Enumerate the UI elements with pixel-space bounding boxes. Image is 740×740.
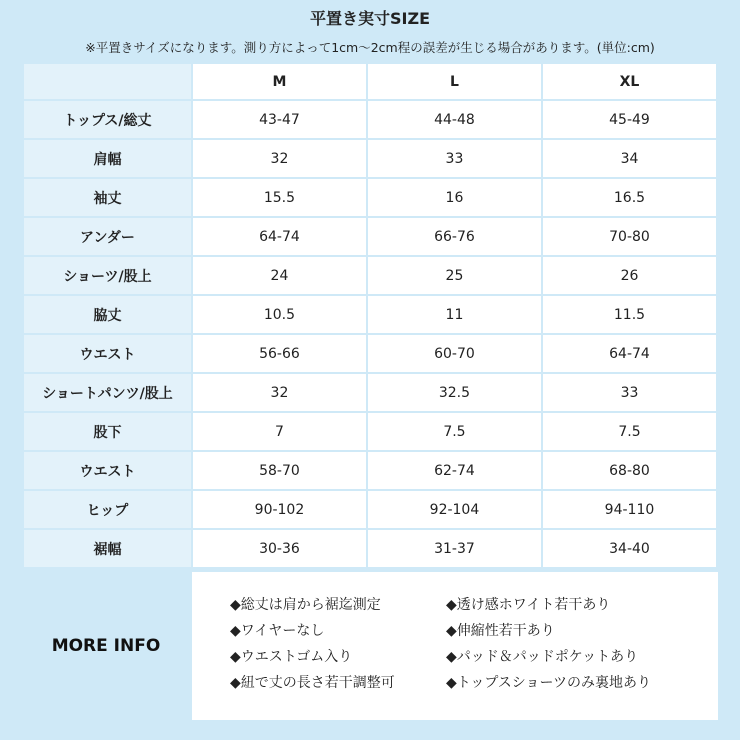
cell-value: 25 bbox=[368, 257, 543, 296]
table-row bbox=[22, 140, 718, 179]
row-label: 脇丈 bbox=[22, 296, 193, 335]
cell-value: 44-48 bbox=[368, 101, 543, 140]
cell-value: 32 bbox=[193, 140, 368, 179]
cell-value: 7 bbox=[193, 413, 368, 452]
cell-value: 32 bbox=[193, 374, 368, 413]
more-info-item: ◆ワイヤーなし bbox=[230, 623, 325, 639]
row-label: 裾幅 bbox=[22, 530, 193, 569]
cell-value: 11 bbox=[368, 296, 543, 335]
row-label: 袖丈 bbox=[22, 179, 193, 218]
size-chart-title: 平置き実寸SIZE bbox=[309, 9, 430, 28]
cell-value: 33 bbox=[543, 374, 718, 413]
more-info-item: ◆透け感ホワイト若干あり bbox=[446, 597, 611, 613]
cell-value: 15.5 bbox=[193, 179, 368, 218]
row-label: トップス/総丈 bbox=[22, 101, 193, 140]
cell-value: 30-36 bbox=[193, 530, 368, 569]
table-row bbox=[22, 530, 718, 569]
table-row bbox=[22, 179, 718, 218]
table-row bbox=[22, 452, 718, 491]
more-info-box bbox=[192, 572, 718, 720]
row-label: 肩幅 bbox=[22, 140, 193, 179]
cell-value: 33 bbox=[368, 140, 543, 179]
more-info-item: ◆トップスショーツのみ裏地あり bbox=[446, 675, 651, 691]
table-row bbox=[22, 335, 718, 374]
table-row bbox=[22, 413, 718, 452]
cell-value: 66-76 bbox=[368, 218, 543, 257]
cell-value: 43-47 bbox=[193, 101, 368, 140]
cell-value: 34 bbox=[543, 140, 718, 179]
cell-value: 7.5 bbox=[543, 413, 718, 452]
size-header-xl: XL bbox=[543, 62, 718, 101]
cell-value: 24 bbox=[193, 257, 368, 296]
row-label: ショーツ/股上 bbox=[22, 257, 193, 296]
cell-value: 60-70 bbox=[368, 335, 543, 374]
cell-value: 94-110 bbox=[543, 491, 718, 530]
cell-value: 7.5 bbox=[368, 413, 543, 452]
table-row bbox=[22, 374, 718, 413]
more-info-label: MORE INFO bbox=[22, 572, 190, 720]
table-row bbox=[22, 101, 718, 140]
cell-value: 92-104 bbox=[368, 491, 543, 530]
cell-value: 16 bbox=[368, 179, 543, 218]
table-row bbox=[22, 296, 718, 335]
cell-value: 90-102 bbox=[193, 491, 368, 530]
row-label: アンダー bbox=[22, 218, 193, 257]
cell-value: 34-40 bbox=[543, 530, 718, 569]
more-info-section bbox=[22, 572, 718, 720]
cell-value: 58-70 bbox=[193, 452, 368, 491]
row-label: ショートパンツ/股上 bbox=[22, 374, 193, 413]
more-info-item: ◆パッド＆パッドポケットあり bbox=[446, 649, 639, 665]
more-info-item: ◆紐で丈の長さ若干調整可 bbox=[230, 675, 395, 691]
row-label: 股下 bbox=[22, 413, 193, 452]
table-row bbox=[22, 491, 718, 530]
size-header-m: M bbox=[193, 62, 368, 101]
table-row bbox=[22, 257, 718, 296]
cell-value: 11.5 bbox=[543, 296, 718, 335]
more-info-right-column bbox=[446, 592, 651, 696]
table-row bbox=[22, 218, 718, 257]
row-label: ウエスト bbox=[22, 452, 193, 491]
cell-value: 32.5 bbox=[368, 374, 543, 413]
cell-value: 31-37 bbox=[368, 530, 543, 569]
cell-value: 26 bbox=[543, 257, 718, 296]
row-label: ヒップ bbox=[22, 491, 193, 530]
more-info-item: ◆ウエストゴム入り bbox=[230, 649, 353, 665]
header-corner-cell bbox=[22, 62, 193, 101]
cell-value: 68-80 bbox=[543, 452, 718, 491]
cell-value: 45-49 bbox=[543, 101, 718, 140]
cell-value: 10.5 bbox=[193, 296, 368, 335]
cell-value: 70-80 bbox=[543, 218, 718, 257]
more-info-left-column bbox=[230, 592, 395, 696]
more-info-item: ◆総丈は肩から裾迄測定 bbox=[230, 597, 381, 613]
size-header-l: L bbox=[368, 62, 543, 101]
size-chart-note: ※平置きサイズになります。測り方によって1cm〜2cm程の誤差が生じる場合があります。(単位:cm) bbox=[85, 40, 655, 55]
size-table bbox=[22, 62, 718, 569]
cell-value: 62-74 bbox=[368, 452, 543, 491]
cell-value: 64-74 bbox=[543, 335, 718, 374]
more-info-item: ◆伸縮性若干あり bbox=[446, 623, 555, 639]
size-header-row bbox=[22, 62, 718, 101]
cell-value: 16.5 bbox=[543, 179, 718, 218]
cell-value: 64-74 bbox=[193, 218, 368, 257]
row-label: ウエスト bbox=[22, 335, 193, 374]
cell-value: 56-66 bbox=[193, 335, 368, 374]
